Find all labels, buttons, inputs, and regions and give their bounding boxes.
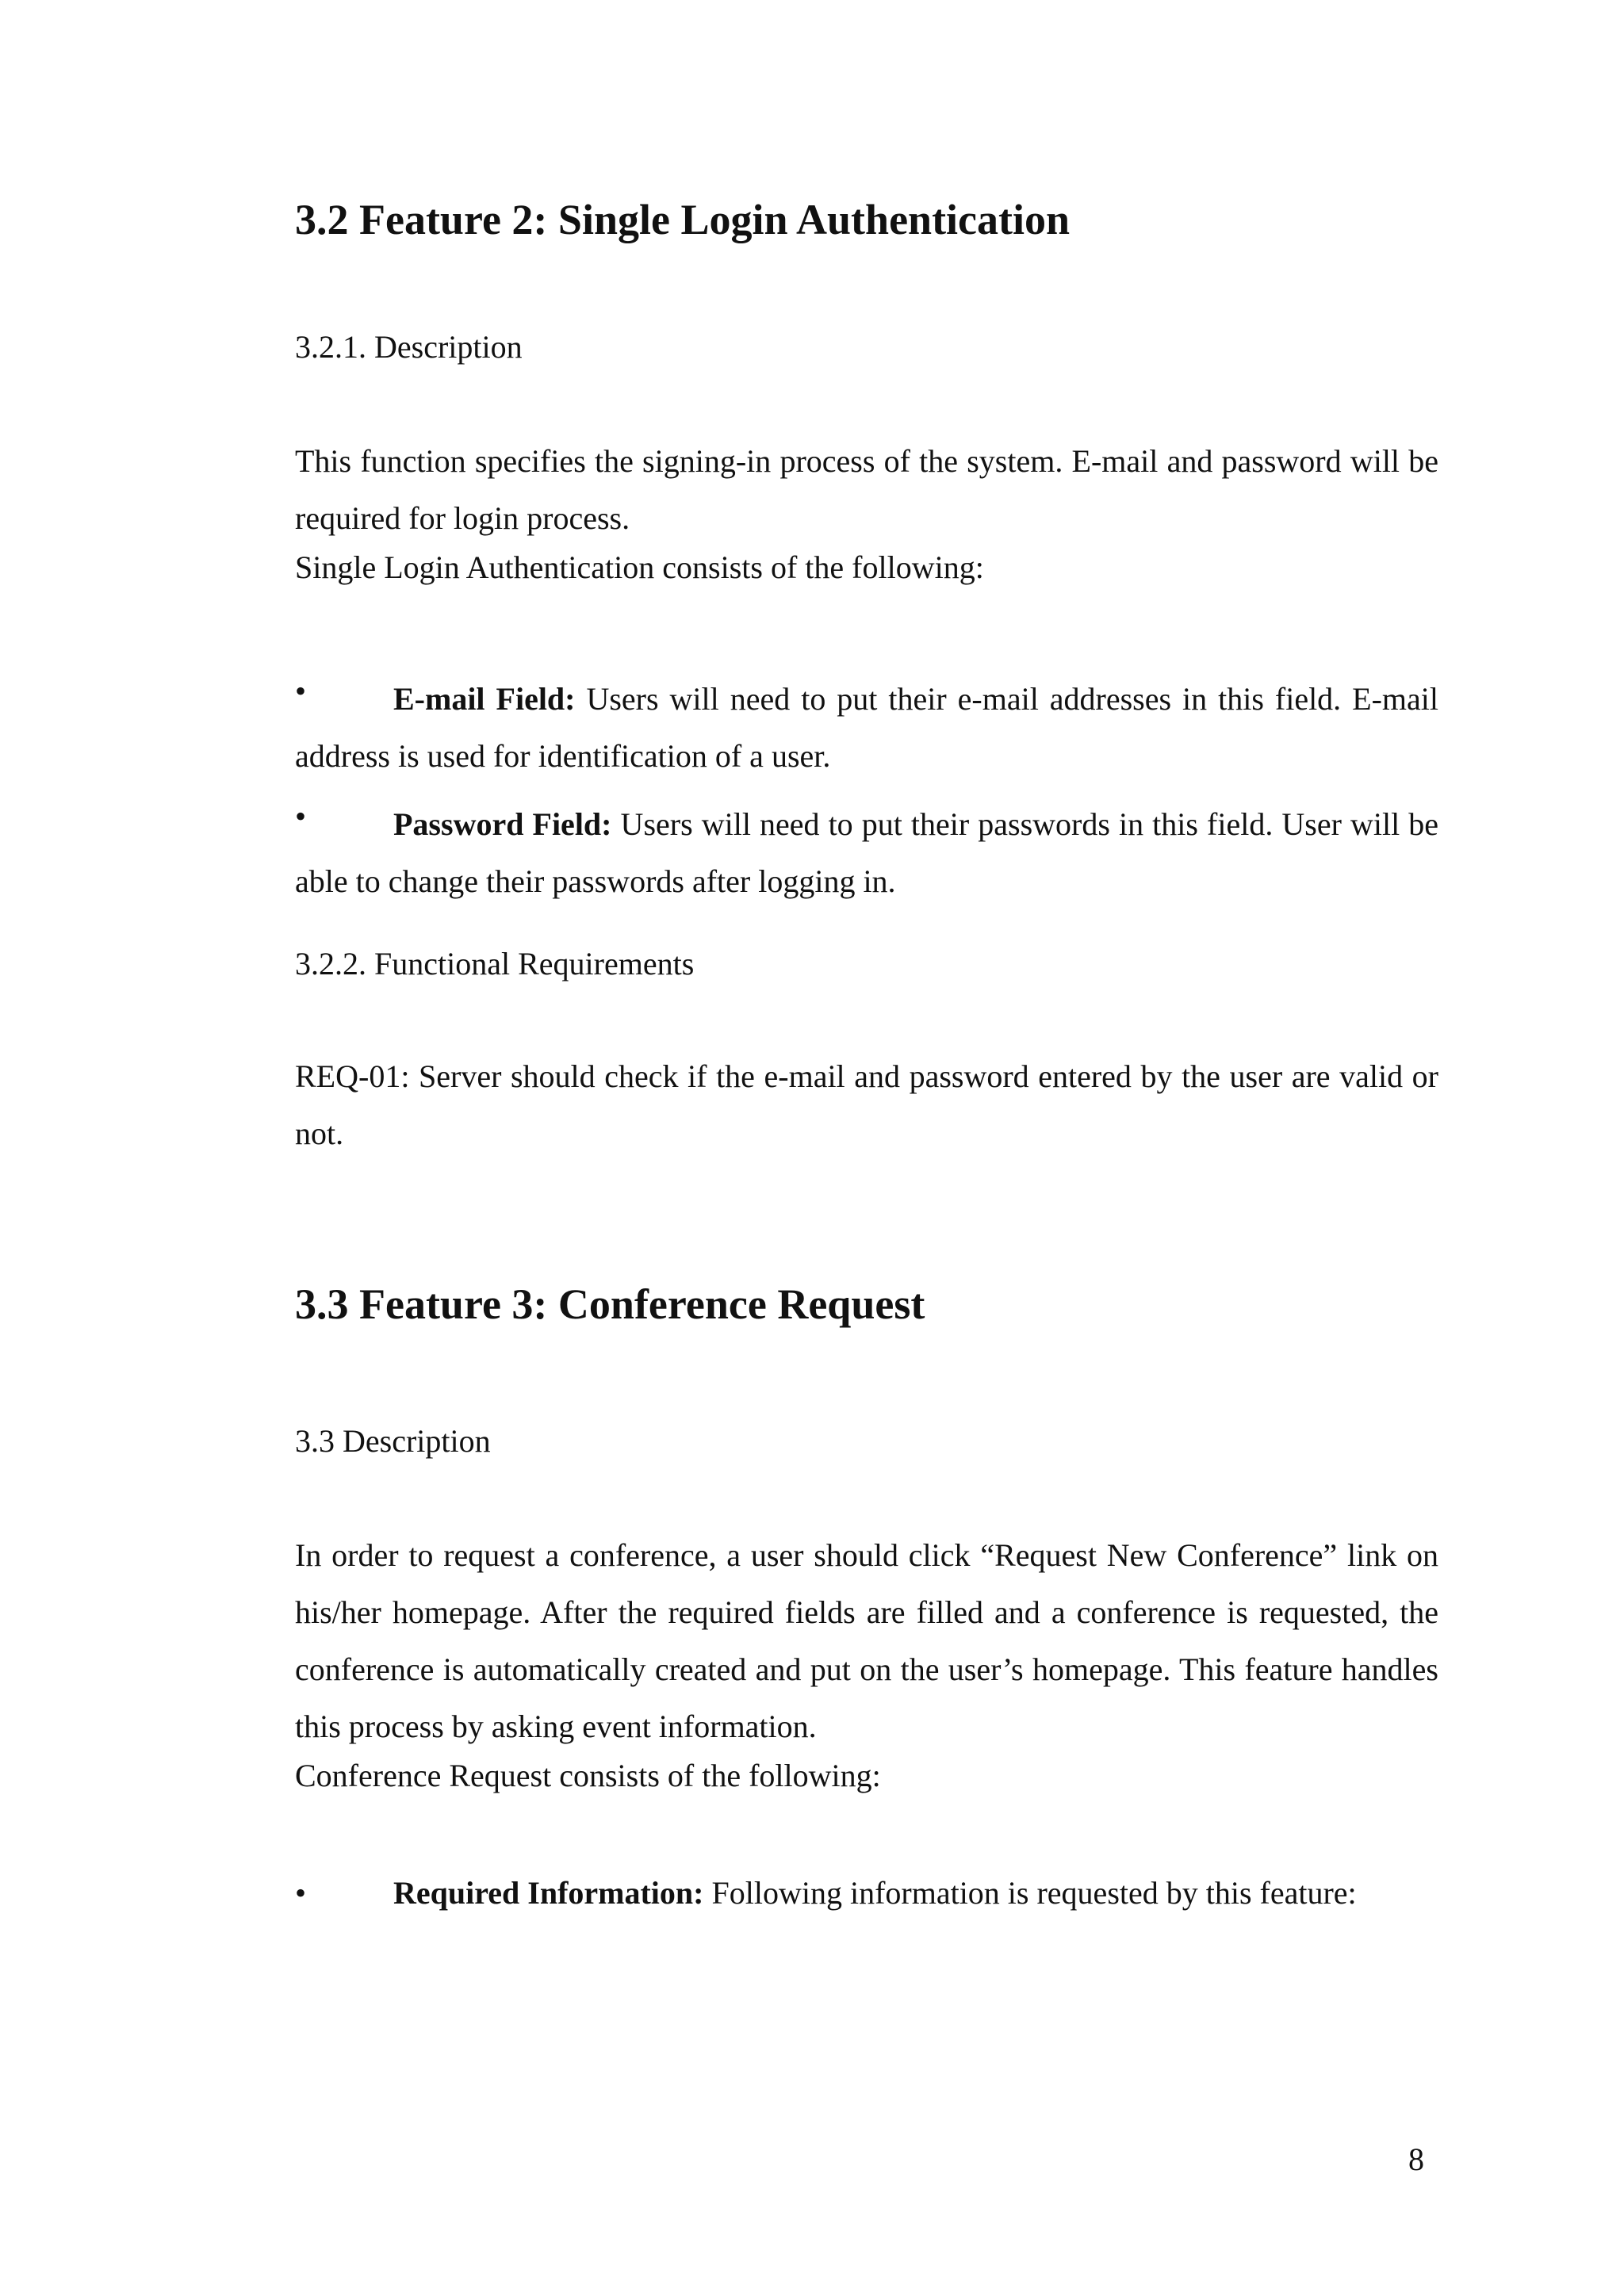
description-paragraph-3-3: In order to request a conference, a user should click “Request New Conference” link on his/her homepage. After the required fields are filled and a conference is requested, the conference is automatically created and put on the user’s homepage. This feature handles this process by asking event information.	[295, 1537, 1438, 1744]
requirement-paragraph-req-01: REQ-01: Server should check if the e-mail and password entered by the user are valid or not.	[295, 1058, 1438, 1151]
section-heading-3-2: 3.2 Feature 2: Single Login Authentication	[295, 196, 1071, 243]
bullet-text: Following information is requested by this feature:	[703, 1875, 1357, 1911]
bullet-icon: •	[295, 798, 307, 834]
bullet-term: Password Field:	[393, 806, 612, 842]
bullet-text: Users will need to put their e-mail addresses in this field. E-mail address is used for identification of a user.	[295, 681, 1438, 774]
section-heading-3-3: 3.3 Feature 3: Conference Request	[295, 1280, 925, 1328]
bullet-icon: •	[295, 673, 307, 709]
bullet-text: Users will need to put their passwords in this field. User will be able to change their passwords after logging in.	[295, 806, 1438, 899]
subsection-heading-3-3: 3.3 Description	[295, 1423, 491, 1459]
bullet-icon: •	[295, 1875, 307, 1911]
description-paragraph-3-2: This function specifies the signing-in process of the system. E-mail and password will be required for login process.	[295, 443, 1438, 536]
bullet-required-information	[393, 1874, 1357, 1911]
subsection-heading-3-2-1: 3.2.1. Description	[295, 329, 523, 365]
bullet-email-field	[295, 671, 1438, 785]
subsection-heading-3-2-2: 3.2.2. Functional Requirements	[295, 946, 695, 982]
consists-line-3-3: Conference Request consists of the following:	[295, 1758, 881, 1793]
page-number: 8	[1408, 2141, 1424, 2177]
bullet-term: Required Information:	[393, 1875, 704, 1911]
bullet-password-field	[295, 796, 1438, 910]
consists-line-3-2: Single Login Authentication consists of the following:	[295, 549, 984, 585]
bullet-term: E-mail Field:	[393, 681, 576, 717]
